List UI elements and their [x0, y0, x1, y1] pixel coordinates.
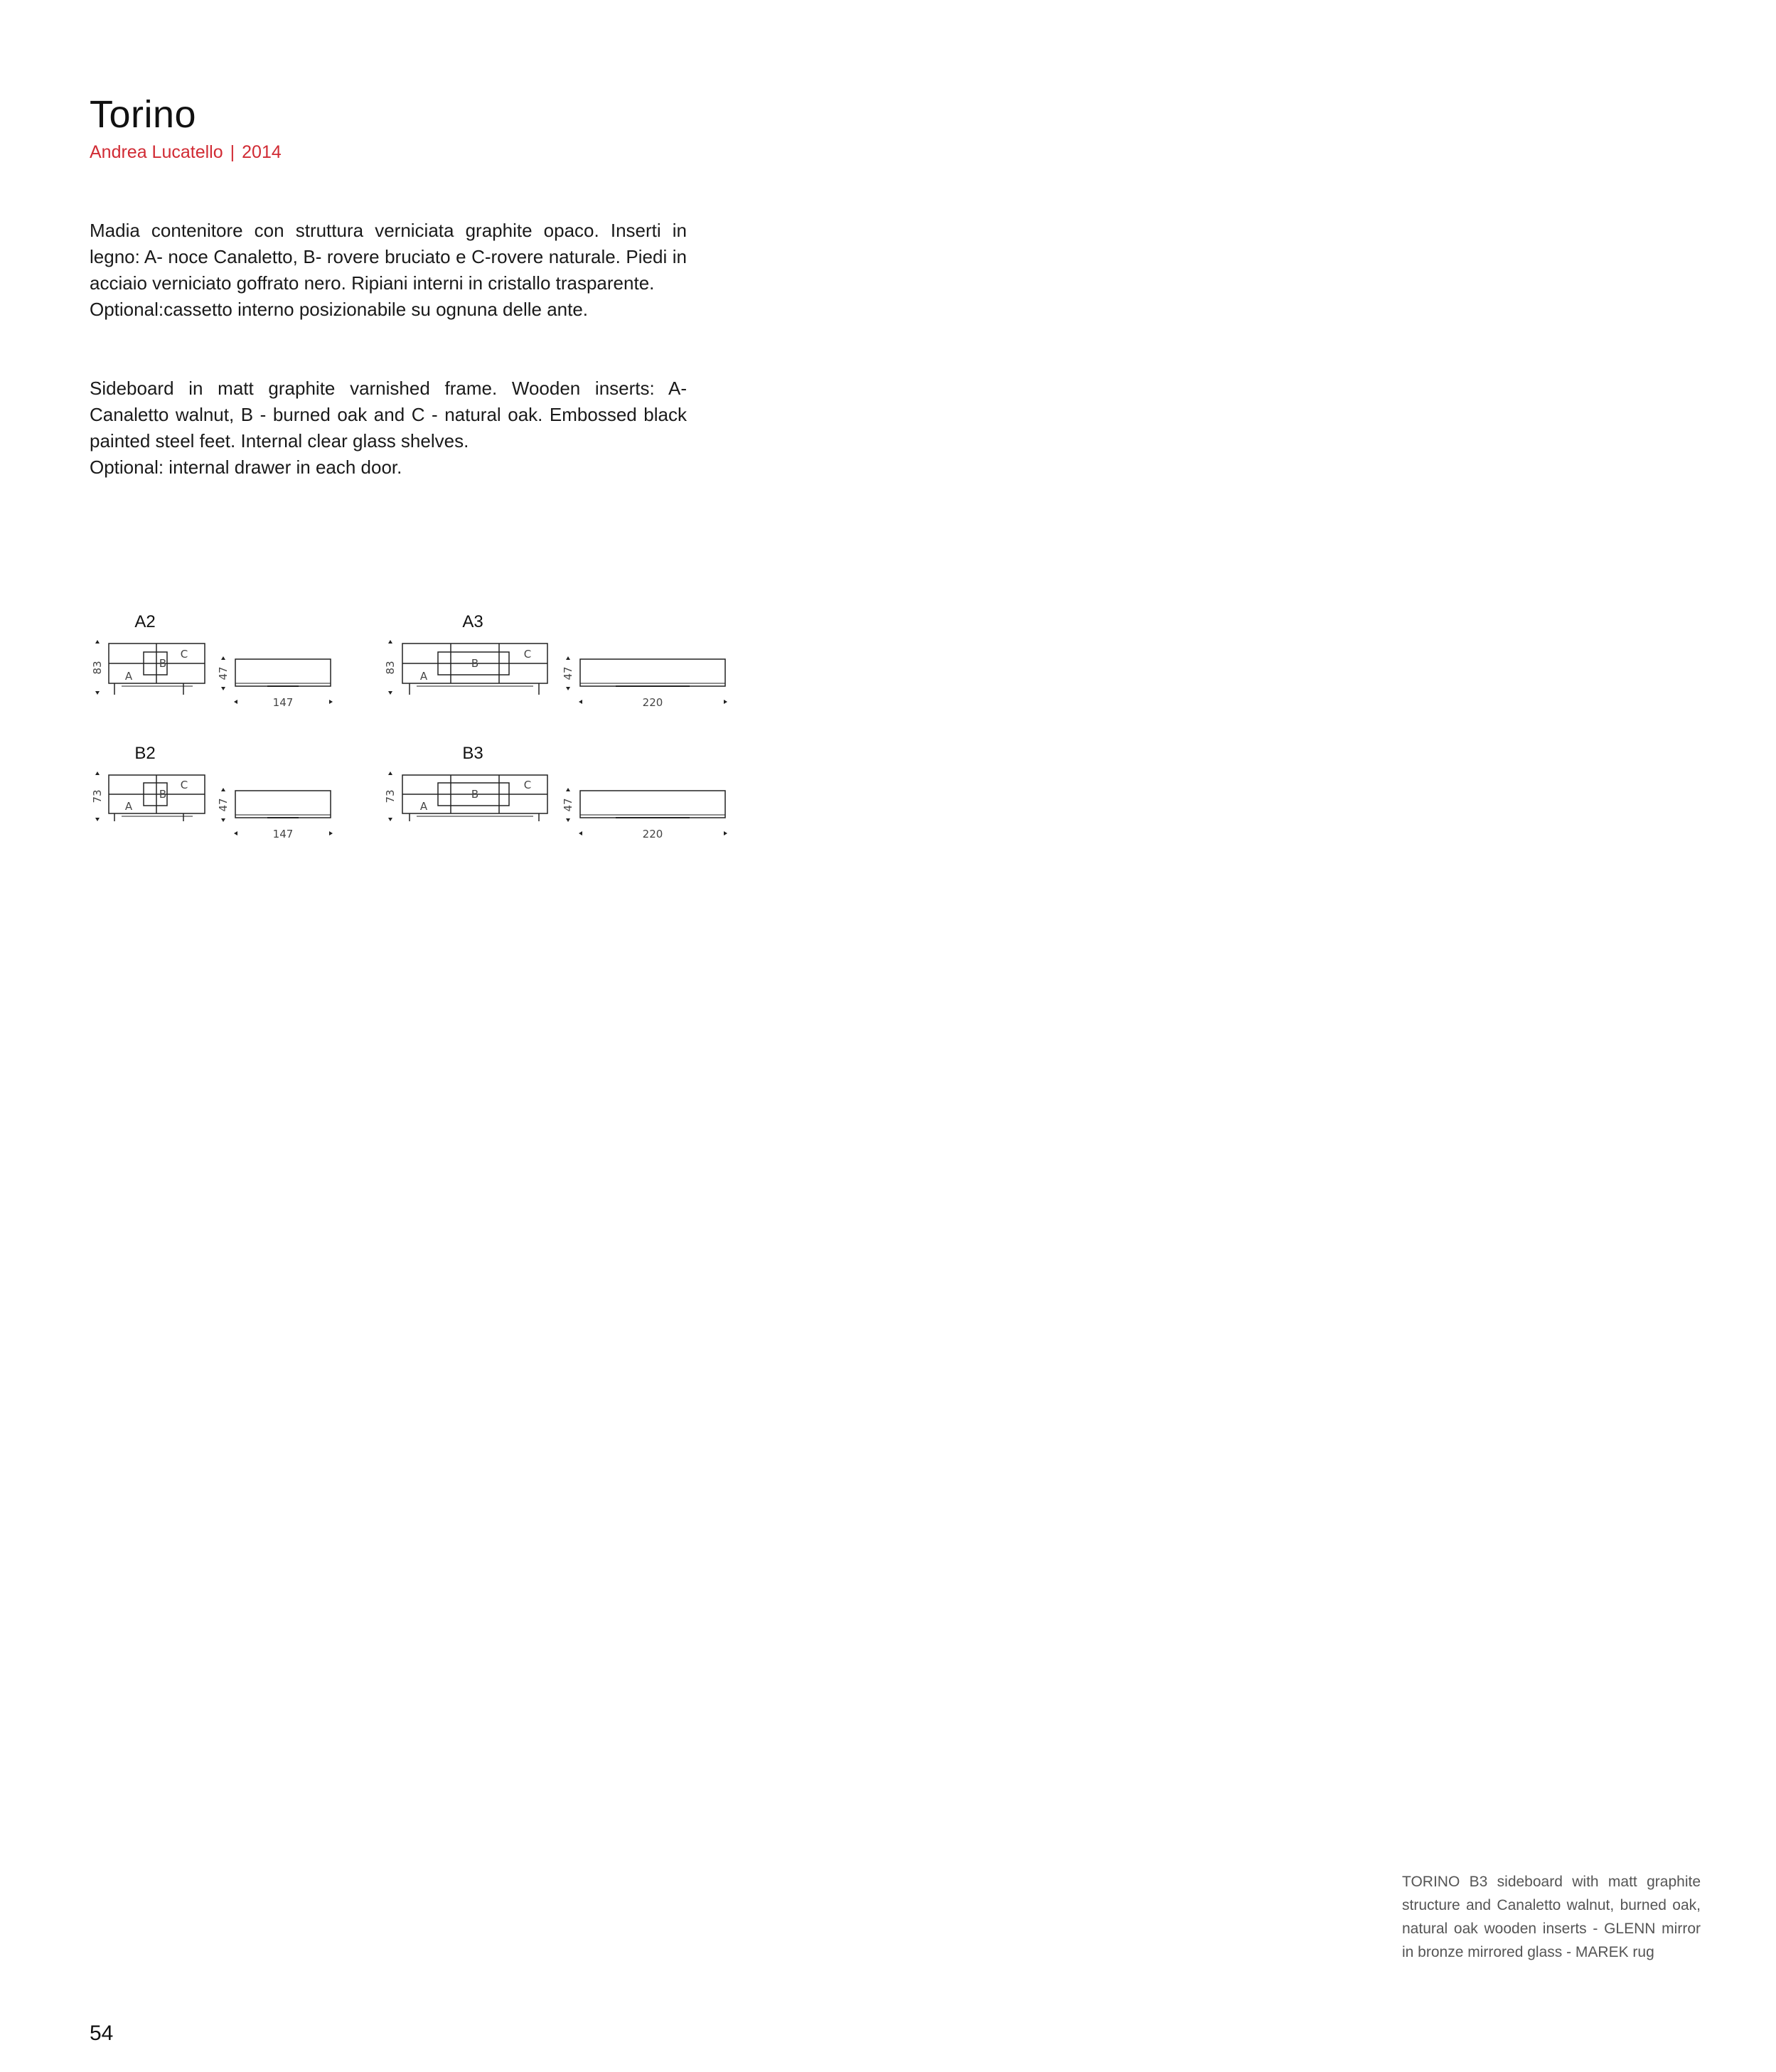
arrow-down-icon: [95, 818, 100, 821]
top-view: [235, 659, 331, 686]
top-view: [235, 791, 331, 818]
drawing-a3: [381, 608, 737, 715]
designer-name: Andrea Lucatello: [90, 142, 223, 162]
arrow-up-icon: [388, 771, 392, 775]
height-label: 73: [384, 789, 397, 803]
height-label: 73: [91, 789, 104, 803]
depth-label: 47: [562, 798, 574, 812]
arrow-down-icon: [221, 818, 225, 822]
arrow-up-icon: [388, 640, 392, 644]
insert-b-label: B: [159, 657, 167, 670]
insert-a-label: A: [124, 800, 133, 813]
photo-caption: TORINO B3 sideboard with matt graphite structure and Canaletto walnut, burned oak, natural oak wooden inserts - GLENN mirror in bronze mirrored glass - MAREK rug: [1402, 1874, 1701, 1960]
arrow-left-icon: [579, 700, 582, 704]
width-label: 220: [642, 696, 663, 709]
description-paragraph: Optional:cassetto interno posizionabile su ognuna delle ante.: [90, 299, 589, 320]
insert-c-label: C: [523, 779, 532, 791]
front-elevation: [109, 775, 205, 821]
arrow-up-icon: [566, 788, 570, 791]
insert-b-label: B: [471, 657, 479, 670]
height-label: 83: [91, 661, 104, 675]
description-paragraph: Madia contenitore con struttura verniciata graphite opaco. Inserti in legno: A- noce Canaletto, B- rovere bruciato e C-rovere naturale. Piedi in acciaio verniciato goffrato nero. Ripiani interni in cristallo trasparente.: [90, 220, 687, 294]
front-elevation: [109, 644, 205, 695]
description-paragraph: Sideboard in matt graphite varnished frame. Wooden inserts: A- Canaletto walnut, B - burned oak and C - natural oak. Embossed black painted steel feet. Internal clear glass shelves.: [90, 378, 687, 452]
height-label: 83: [384, 661, 397, 675]
arrow-left-icon: [234, 831, 237, 835]
drawing-a2: [90, 608, 346, 715]
insert-c-label: C: [180, 779, 188, 791]
designer-line: [90, 142, 282, 163]
width-label: 220: [642, 828, 663, 840]
arrow-down-icon: [388, 691, 392, 695]
description-english: [90, 375, 687, 481]
insert-b-label: B: [159, 788, 167, 801]
depth-label: 47: [217, 666, 230, 680]
model-code: A2: [134, 612, 156, 631]
model-code: B2: [134, 744, 156, 763]
insert-c-label: C: [523, 648, 532, 661]
description-italian: [90, 218, 687, 323]
width-label: 147: [272, 828, 294, 840]
arrow-left-icon: [579, 831, 582, 835]
top-view: [580, 659, 725, 686]
arrow-up-icon: [221, 656, 225, 660]
arrow-down-icon: [566, 687, 570, 690]
arrow-right-icon: [329, 700, 333, 704]
page-number: 54: [90, 2022, 114, 2045]
separator: |: [230, 142, 235, 162]
top-view: [580, 791, 725, 818]
model-code: B3: [462, 744, 483, 763]
arrow-up-icon: [95, 771, 100, 775]
arrow-up-icon: [95, 640, 100, 644]
arrow-left-icon: [234, 700, 237, 704]
insert-c-label: C: [180, 648, 188, 661]
width-label: 147: [272, 696, 294, 709]
description-paragraph: Optional: internal drawer in each door.: [90, 456, 402, 478]
arrow-right-icon: [724, 831, 727, 835]
page-title: Torino: [90, 93, 197, 136]
depth-label: 47: [217, 798, 230, 812]
arrow-down-icon: [388, 818, 392, 821]
arrow-down-icon: [95, 691, 100, 695]
arrow-down-icon: [221, 687, 225, 690]
arrow-right-icon: [329, 831, 333, 835]
arrow-down-icon: [566, 818, 570, 822]
arrow-up-icon: [221, 788, 225, 791]
insert-a-label: A: [419, 800, 428, 813]
insert-a-label: A: [419, 670, 428, 683]
insert-b-label: B: [471, 788, 479, 801]
model-code: A3: [462, 612, 483, 631]
insert-a-label: A: [124, 670, 133, 683]
drawing-b3: [381, 739, 737, 846]
arrow-up-icon: [566, 656, 570, 660]
depth-label: 47: [562, 666, 574, 680]
design-year: 2014: [242, 142, 282, 162]
drawing-b2: [90, 739, 346, 846]
arrow-right-icon: [724, 700, 727, 704]
